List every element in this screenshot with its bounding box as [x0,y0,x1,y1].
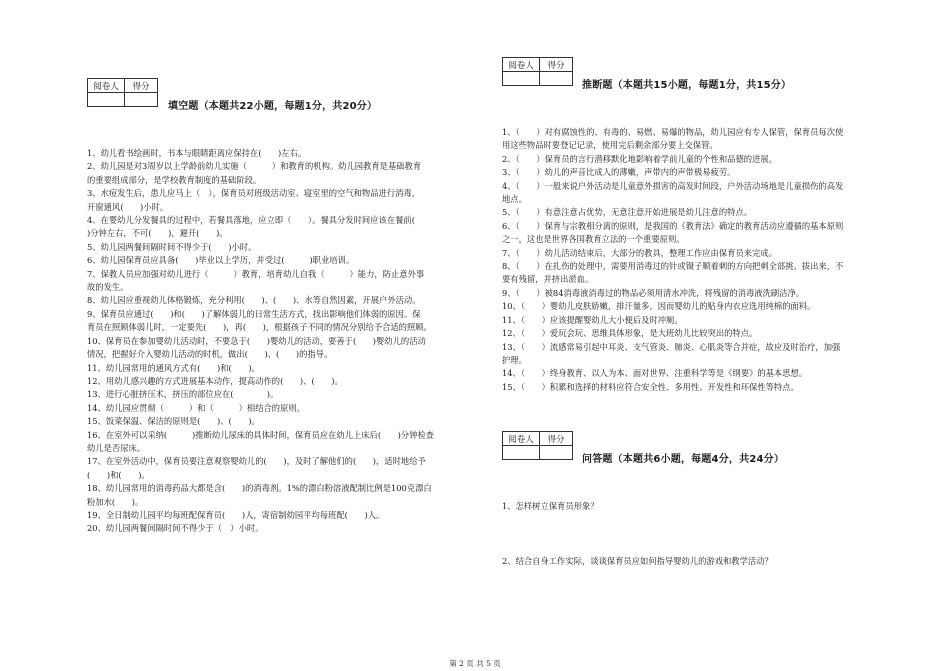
section3-question-1: 1、怎样树立保育员形象？ [502,501,599,511]
question-line: 8、幼儿园应重视幼儿体格锻炼，充分利用( )、( )、水等自然因素，开展户外活动。 [87,295,421,306]
question-line: 7、（ ）幼儿活动结束后，大部分的教具，整理工作应由保育员来完成。 [502,247,777,258]
question-line: 1、（ ）对有腐蚀性的、有毒的、易燃、易爆的物品，幼儿园应有专人保管，保育员每次使 [502,127,844,137]
question-line: ( )和( )。 [87,469,150,480]
question-line: 3、（ ）幼儿的声音比成人的薄嫩，声带内的声带极易疲劳。 [502,167,736,178]
question-line: 4、（ ）一般来说户外活动是儿童意外损害的高发时间段，户外活动场地是儿童损伤的高发 [502,180,844,191]
question-line: )分钟左右，不可( )，避开( )。 [87,228,228,239]
question-line: 10、保育员在参加婴幼儿活动时，不要急于( )婴幼儿的活动，要善于( )婴幼儿的活动 [87,335,426,346]
grader-cell [88,93,125,107]
section2-question-list [502,126,878,394]
question-line: 幼儿是否尿床。 [87,442,146,453]
question-line: 13、进行心脏挤压术，挤压的部位应在( )。 [87,389,279,400]
question-line: 育员在照顾体弱儿时，一定要先( )，再( )，根据孩子不同的情况分别给予合适的照顾。 [87,322,432,333]
page-number: 第 2 页 共 5 页 [449,659,501,668]
question-line: 地点。 [502,194,527,205]
score-label: 得分 [125,79,158,93]
question-line: 6、（ ）保育与宗教相分离的原则，是我国的《教育法》确定的教育活动应遵循的基本原则 [502,220,844,231]
question-line: 5、（ ）有意注意占优势，无意注意开始进展是幼儿注意的特点。 [502,207,753,218]
question-line: 故的发生。 [87,282,129,293]
question-line: 12、用幼儿感兴趣的方式进展基本动作，提高动作的( )、( )。 [87,375,343,386]
question-line: 护理。 [502,354,527,365]
question-line: 2、幼儿园是对3周岁以上学龄前幼儿实施（ ）和教育的机构。幼儿园教育是基础教育 [87,161,422,172]
question-line: 11、（ ）应该提醒婴幼儿大小便后及时冲厕。 [502,314,683,325]
question-line: 20、幼儿园两餐间隔时间不得少于（ ）小时。 [87,523,264,534]
question-line: 7、保教人员应加强对幼儿进行（ ）教育，培育幼儿自我（ ）能力，防止意外事 [87,268,425,279]
question-line: 3、水痘发生后，患儿应马上（ ），保育员对班级活动室、寝室里的空气和物品进行消毒， [87,188,421,199]
question-line: 14、幼儿园应贯彻（ ）和（ ）相结合的原则。 [87,402,305,413]
question-line: 12、（ ）爱玩会玩、思维具体形象，是大班幼儿比较突出的特点。 [502,328,758,339]
question-line: 5、幼儿园两餐间隔时间不得少于( )小时。 [87,241,257,252]
question-line: 10、（ ）婴幼儿皮肤娇嫩，排汗量多，因而婴幼儿的贴身内衣应选用纯棉的面料。 [502,301,816,312]
section2-title: 推断题（本题共15小题，每题1分，共15分） [582,80,792,91]
question-line: 情况，把握好介入婴幼儿活动的时机，做出( )、( )的指导。 [87,349,333,360]
question-line: 15、饭菜保温、保洁的原则是( )、( )。 [87,416,260,427]
question-line: 15、（ ）积累和选择的材料应符合安全性、多用性、开发性和环保性等特点。 [502,381,799,392]
question-line: 6、幼儿园保育员应具备( )毕业以上学历，并受过( )职业培训。 [87,255,355,266]
score-label: 得分 [540,58,573,72]
score-box-section1 [87,78,158,107]
question-line: 18、幼儿园常用的消毒药品大都是含( )的消毒剂。1%的漂白粉溶液配制比例是100克漂白 [87,483,432,494]
grader-label: 阅卷人 [503,432,540,446]
question-line: 8、（ ）在扎伤的处理中，需要用消毒过的针或镊子顺着刺的方向把刺全部挑、拔出来，不 [502,261,844,272]
question-line: 用这些物品时要登记记录，使用完后剩余部分要上交保管。 [502,140,718,151]
score-cell [540,72,573,86]
grader-label: 阅卷人 [503,58,540,72]
score-box-section3 [502,431,573,460]
question-line: 17、在室外活动中，保育员要注意观察婴幼儿的( )，及时了解他们的( )，适时地给予 [87,456,426,467]
question-line: 16、在室外可以采纳( )推断幼儿尿床的具体时间，保育员应在幼儿上床后( )分钟检查 [87,429,435,440]
question-line: 2、（ ）保育员的言行潜移默化地影响着学前儿童的个性和品德的进展。 [502,153,777,164]
question-line: 13、（ ）流感常易引起中耳炎、支气管炎、肺炎、心肌炎等合并症，故应及时治疗，加强 [502,341,841,352]
question-line: 开窗通风( )小时。 [87,201,169,212]
section1-title: 填空题（本题共22小题，每题1分，共20分） [168,101,378,112]
question-line: 4、在婴幼儿分发餐具的过程中，若餐具落地，应立即（ ）。餐具分发时间应该在餐前( [87,215,432,226]
question-line: 粉加水( )。 [87,496,144,507]
score-box-section2 [502,57,573,86]
section1-question-list [87,147,467,536]
question-line: 之一，这也是世界各国教育立法的一个重要原则。 [502,234,685,245]
question-line: 的重要组成部分，是学校教育制度的基础阶段。 [87,174,262,185]
question-line: 14、（ ）终身教育、以人为本、面对世界、注重科学等是《纲要》的基本思想。 [502,368,808,379]
section3-question-2: 2、结合自身工作实际，谈谈保育员应如何指导婴幼儿的游戏和教学活动？ [502,556,773,566]
score-cell [125,93,158,107]
score-cell [540,446,573,460]
section3-title: 问答题（本题共6小题，每题4分，共24分） [582,454,785,465]
grader-label: 阅卷人 [88,79,125,93]
question-line: 19、全日制幼儿园平均每班配保育员( )人，寄宿制幼园平均每班配( )人。 [87,509,385,520]
score-label: 得分 [540,432,573,446]
question-line: 1、幼儿看书绘画时，书本与眼睛距离应保持在( )左右。 [87,148,307,158]
question-line: 9、保育员应通过( )和( )了解体弱儿的日常生活方式，找出影响他们体弱的原因。保 [87,308,421,319]
question-line: 要有残留，并挤出淤血。 [502,274,594,285]
question-line: 9、（ ）被84消毒液消毒过的物品必须用清水冲洗，将残留的消毒液洗刷洁净。 [502,287,805,298]
grader-cell [503,446,540,460]
question-line: 11、幼儿园常用的通风方式有( )和( )。 [87,362,260,373]
grader-cell [503,72,540,86]
